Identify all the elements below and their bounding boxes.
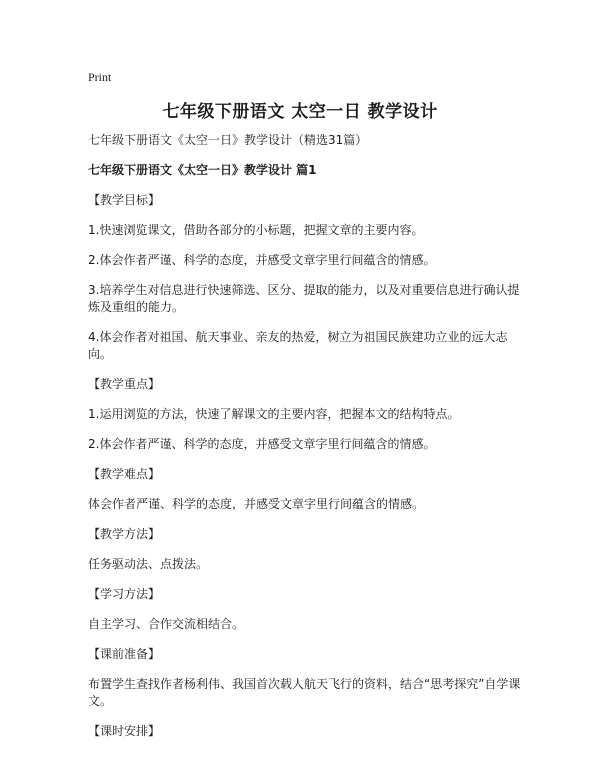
document-body bbox=[88, 132, 528, 753]
prep-heading: 【课前准备】 bbox=[88, 647, 161, 661]
goal-item: 2.体会作者严谨、科学的态度，并感受文章字里行间蕴含的情感。 bbox=[88, 253, 436, 267]
learning-heading: 【学习方法】 bbox=[88, 587, 161, 601]
keypoint-item: 2.体会作者严谨、科学的态度，并感受文章字里行间蕴含的情感。 bbox=[88, 437, 436, 451]
keypoints-heading: 【教学重点】 bbox=[88, 377, 161, 391]
page-title: 七年级下册语文 太空一日 教学设计 bbox=[162, 102, 438, 122]
goals-heading: 【教学目标】 bbox=[88, 193, 161, 207]
schedule-heading: 【课时安排】 bbox=[88, 724, 161, 738]
subtitle: 七年级下册语文《太空一日》教学设计（精选31篇） bbox=[88, 133, 368, 147]
goal-item: 1.快速浏览课文，借助各部分的小标题，把握文章的主要内容。 bbox=[88, 223, 424, 237]
goal-item: 4.体会作者对祖国、航天事业、亲友的热爱，树立为祖国民族建功立业的远大志向。 bbox=[88, 330, 508, 361]
learning-text: 自主学习、合作交流相结合。 bbox=[88, 617, 245, 631]
keypoint-item: 1.运用浏览的方法，快速了解课文的主要内容，把握本文的结构特点。 bbox=[88, 407, 460, 421]
method-heading: 【教学方法】 bbox=[88, 527, 161, 541]
method-text: 任务驱动法、点拨法。 bbox=[88, 557, 209, 571]
prep-text: 布置学生查找作者杨利伟、我国首次载人航天飞行的资料，结合“思考探究”自学课文。 bbox=[88, 677, 521, 708]
goal-item: 3.培养学生对信息进行快速筛选、区分、提取的能力，以及对重要信息进行确认提炼及重组的能力。 bbox=[88, 283, 520, 314]
difficulty-text: 体会作者严谨、科学的态度，并感受文章字里行间蕴含的情感。 bbox=[88, 497, 425, 511]
print-label: Print bbox=[88, 70, 112, 84]
difficulty-heading: 【教学难点】 bbox=[88, 467, 161, 481]
section-heading: 七年级下册语文《太空一日》教学设计 篇1 bbox=[88, 163, 317, 177]
